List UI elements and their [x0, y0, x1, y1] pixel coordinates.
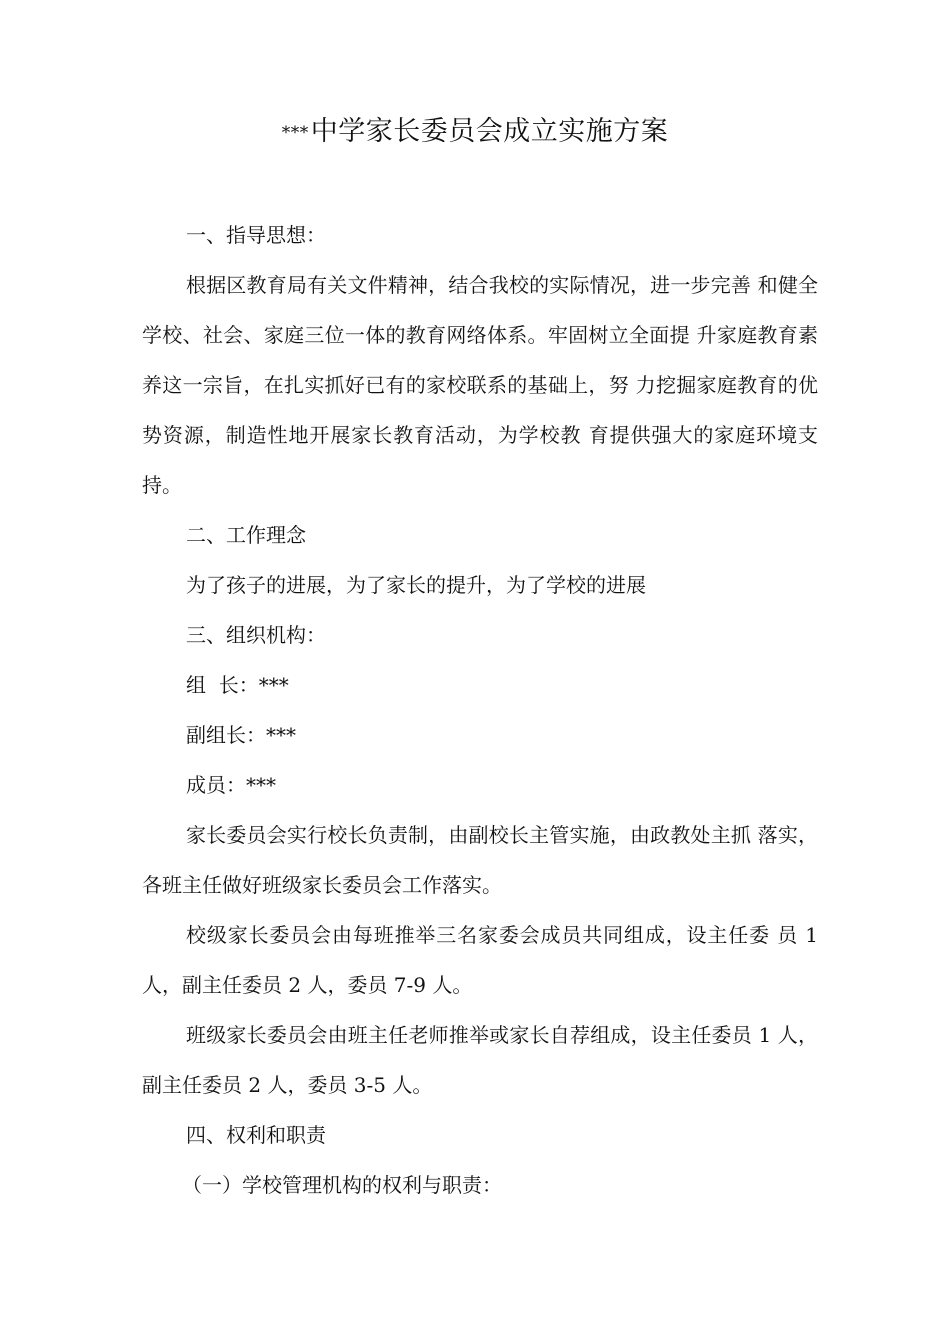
title-prefix: *** [281, 123, 309, 143]
section-heading-work-philosophy: 二、工作理念 [186, 523, 306, 547]
line-members: 成员：*** [186, 773, 276, 797]
subsection-heading-school-management: （一）学校管理机构的权利与职责： [182, 1173, 502, 1197]
paragraph-class-committee: 班级家长委员会由班主任老师推举或家长自荐组成，设主任委员 1 人，副主任委员 2 人，委员 3-5 人。 [142, 1023, 818, 1097]
line-deputy-leader: 副组长：*** [186, 723, 296, 747]
paragraph-school-committee: 校级家长委员会由每班推举三名家委会成员共同组成，设主任委 员 1 人，副主任委员 2 人，委员 7-9 人。 [142, 923, 818, 997]
line-group-leader: 组 长：*** [186, 673, 289, 697]
paragraph-responsibility-system: 家长委员会实行校长负责制，由副校长主管实施，由政教处主抓 落实，各班主任做好班级家长委员会工作落实。 [142, 823, 818, 897]
document-title [0, 112, 950, 153]
paragraph-work-philosophy: 为了孩子的进展，为了家长的提升，为了学校的进展 [186, 573, 646, 597]
section-heading-rights-duties: 四、权利和职责 [186, 1123, 326, 1147]
section-heading-organization: 三、组织机构： [186, 623, 326, 647]
paragraph-guiding-thought: 根据区教育局有关文件精神，结合我校的实际情况，进一步完善 和健全学校、社会、家庭三位一体的教育网络体系。牢固树立全面提 升家庭教育素养这一宗旨，在扎实抓好已有的家校联系的基础上，努 力挖掘家庭教育的优势资源，制造性地开展家长教育活动，为学校教 育提供强大的家庭环境支持。 [142, 273, 818, 497]
title-main: 中学家长委员会成立实施方案 [310, 116, 669, 147]
section-heading-guiding-thought: 一、指导思想： [186, 223, 326, 247]
document-body [142, 210, 818, 1210]
